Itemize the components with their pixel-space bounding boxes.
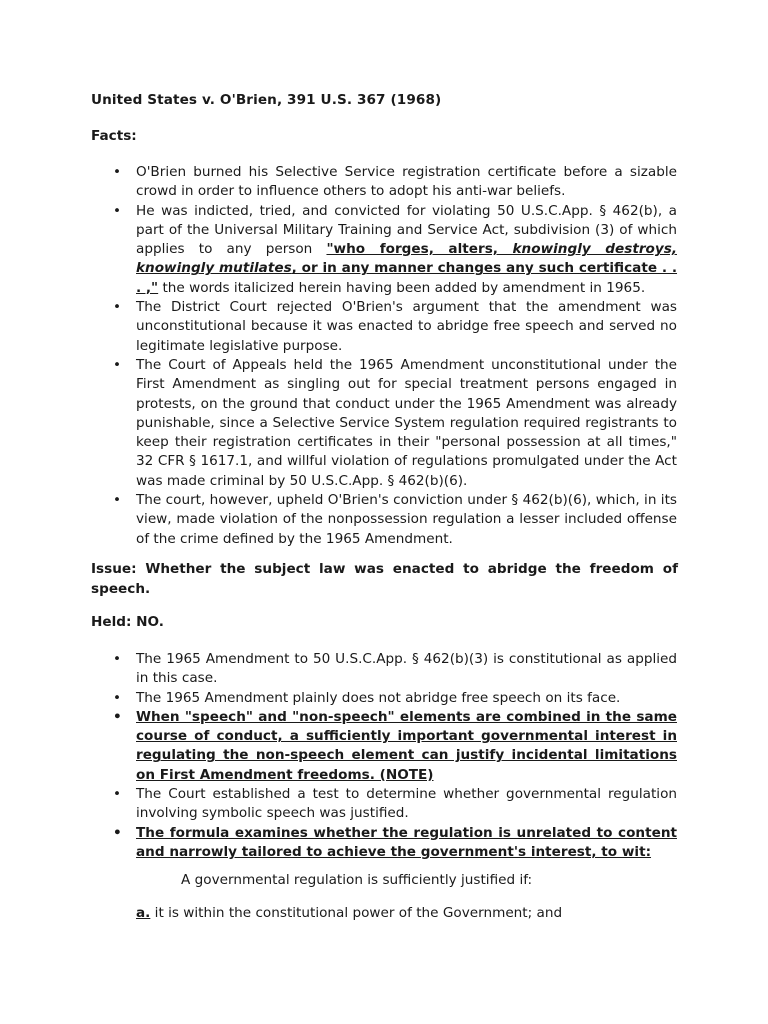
list-item	[0, 785, 677, 824]
held-text: The Court established a test to determine whether governmental regulation involving symbolic speech was justified.	[136, 786, 677, 822]
list-item	[0, 356, 677, 491]
bullet-icon: •	[113, 492, 122, 509]
facts-heading: Facts:	[91, 128, 137, 144]
list-item	[0, 824, 677, 863]
quoted-statute-italic: knowingly destroys, knowingly mutilates	[136, 241, 677, 277]
held-text: The 1965 Amendment to 50 U.S.C.App. § 462(b)(3) is constitutional as applied in this case.	[136, 651, 677, 687]
fact-text: The District Court rejected O'Brien's argument that the amendment was unconstitutional because it was enacted to abridge free speech and served no legitimate legislative purpose.	[136, 299, 677, 354]
list-item	[0, 202, 677, 298]
held-text-emphasized: The formula examines whether the regulation is unrelated to content and narrowly tailored to achieve the government's interest, to wit:	[136, 824, 677, 860]
issue-statement: Issue: Whether the subject law was enacted to abridge the freedom of speech.	[91, 561, 678, 597]
bullet-icon: •	[113, 708, 122, 725]
list-item	[0, 163, 677, 202]
held-heading: Held: NO.	[91, 614, 164, 630]
facts-list	[0, 163, 768, 549]
bullet-icon: •	[113, 164, 122, 180]
quoted-statute-start: "who forges, alters,	[326, 241, 513, 258]
list-item	[0, 708, 677, 785]
list-item	[0, 491, 677, 549]
case-title: United States v. O'Brien, 391 U.S. 367 (1968)	[91, 92, 442, 108]
held-list	[0, 650, 768, 862]
fact-text: The court, however, upheld O'Brien's conviction under § 462(b)(6), which, in its view, made violation of the nonpossession regulation a lesser included offense of the crime defined by the 1965 Amendment.	[136, 492, 677, 547]
fact-text: O'Brien burned his Selective Service registration certificate before a sizable crowd in order to influence others to adopt his anti-war beliefs.	[136, 164, 677, 200]
bullet-icon: •	[113, 651, 122, 667]
bullet-icon: •	[113, 202, 122, 219]
held-text-emphasized: When "speech" and "non-speech" elements are combined in the same course of conduct, a sufficiently important governmental interest in regulating the non-speech element can justify incidental limitations on First Amendment freedoms. (NOTE)	[136, 708, 677, 783]
bullet-icon: •	[113, 689, 122, 706]
list-item	[0, 689, 677, 708]
quoted-statute-end: , or in any manner changes any such certificate . . . ,"	[136, 260, 678, 296]
test-item	[136, 905, 562, 921]
bullet-icon: •	[113, 299, 122, 316]
bullet-icon: •	[113, 356, 122, 373]
bullet-icon: •	[113, 786, 122, 803]
bullet-icon: •	[113, 824, 122, 841]
fact-text: The Court of Appeals held the 1965 Amendment unconstitutional under the First Amendment as singling out for special treatment persons engaged in protests, on the ground that conduct under the 1965 Amendment was already punishable, since a Selective Service System regulation required registrants to keep their registration certificates in their "personal possession at all times," 32 CFR § 1617.1, and willful violation of regulations promulgated under the Act was made criminal by 50 U.S.C.App. § 462(b)(6).	[136, 356, 677, 489]
test-intro: A governmental regulation is sufficiently justified if:	[181, 872, 533, 888]
test-item-letter: a.	[136, 905, 151, 921]
list-item	[0, 298, 677, 356]
fact-text: He was indicted, tried, and convicted for violating 50 U.S.C.App. § 462(b), a part of the Universal Military Training and Service Act, subdivision (3) of which applies to any person	[136, 202, 677, 258]
fact-text-tail: the words italicized herein having been added by amendment in 1965.	[158, 279, 646, 296]
test-item-text: it is within the constitutional power of the Government; and	[150, 905, 563, 921]
list-item	[0, 650, 677, 689]
held-text: The 1965 Amendment plainly does not abridge free speech on its face.	[136, 689, 621, 706]
